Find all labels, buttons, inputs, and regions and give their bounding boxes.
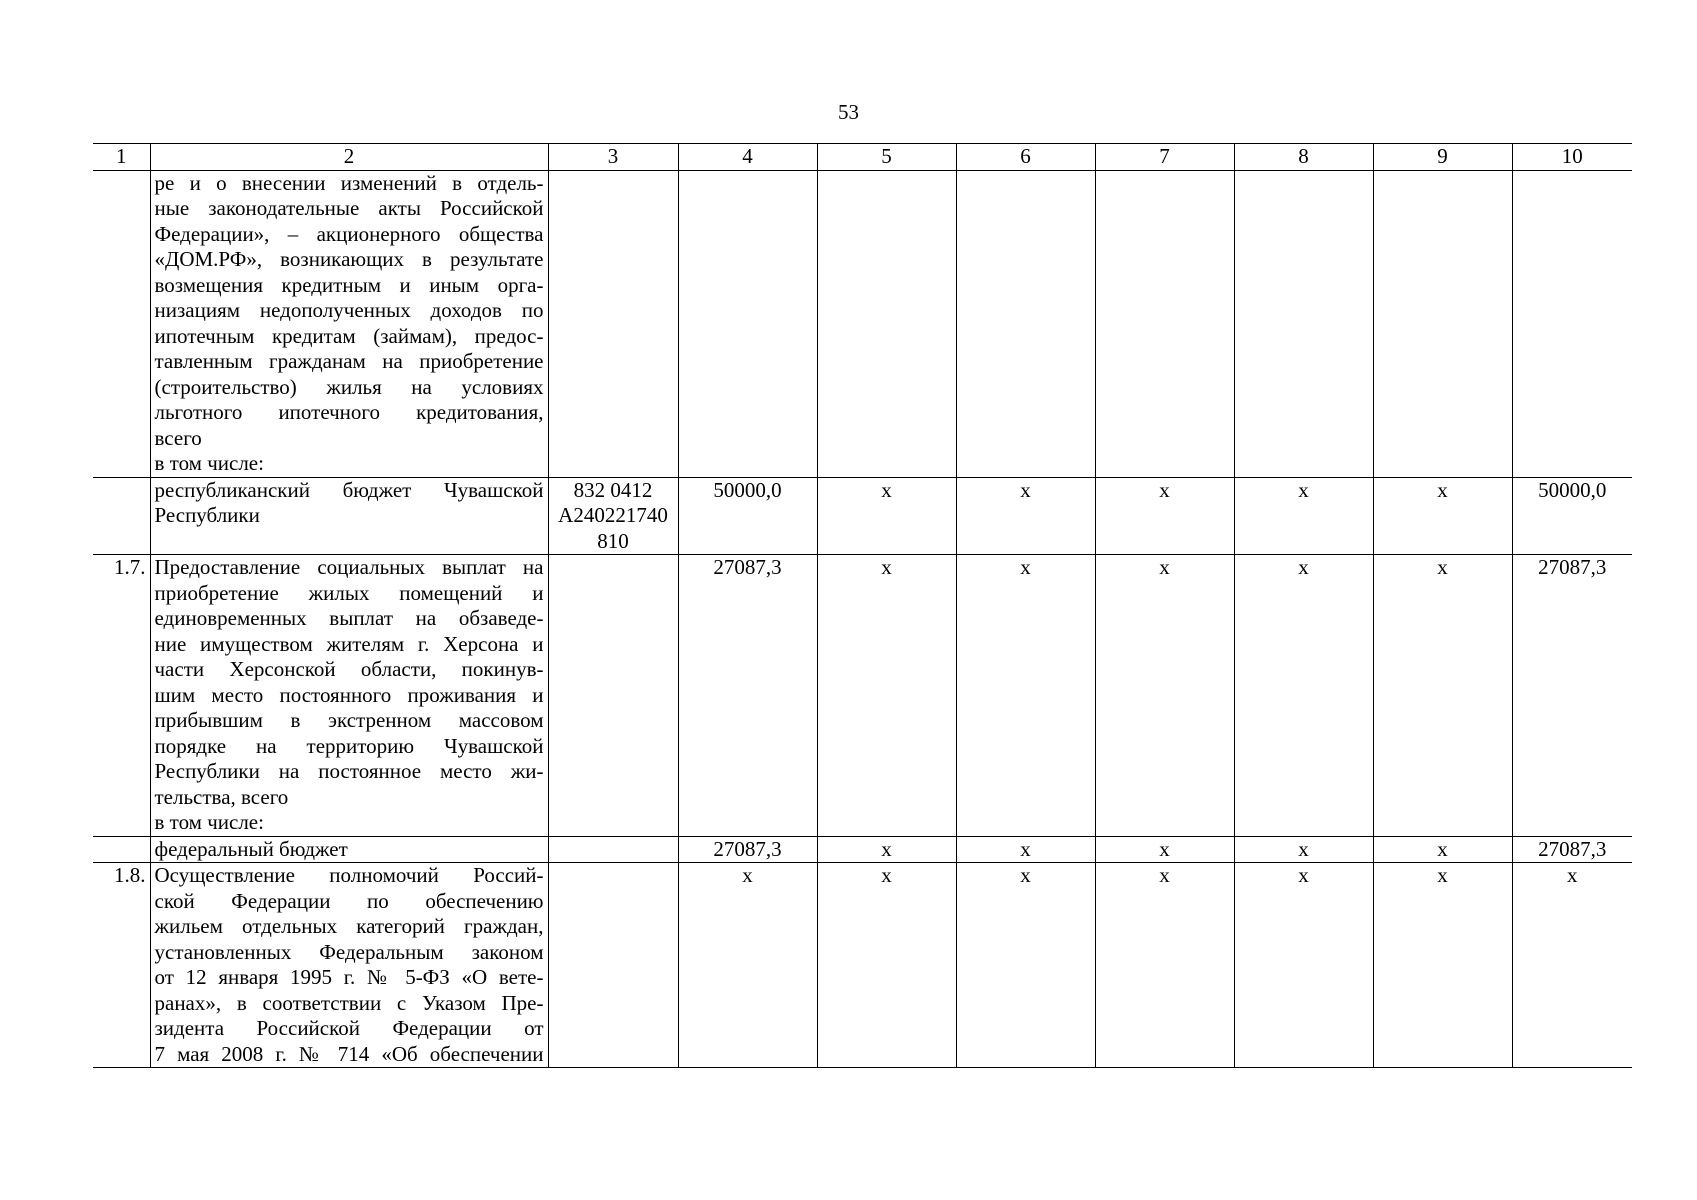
description-line: тавленным гражданам на приобретение xyxy=(154,349,544,373)
value-cell: x xyxy=(1095,836,1234,863)
description-line: части Херсонской области, покинув- xyxy=(154,657,544,681)
row-description xyxy=(150,170,548,477)
column-header: 2 xyxy=(150,144,548,171)
program-table xyxy=(93,143,1632,1068)
row-number xyxy=(93,170,150,477)
description-line: Республики xyxy=(154,503,260,527)
value-cell: x xyxy=(1373,836,1512,863)
description-line: жильем отдельных категорий граждан, xyxy=(154,914,544,938)
description-line: приобретение жилых помещений и xyxy=(154,580,544,605)
value-cell: x xyxy=(817,863,956,1068)
description-line: зидента Российской Федерации от xyxy=(154,1016,544,1040)
description-line: тельства, всего xyxy=(154,784,289,809)
description-line: в том числе: xyxy=(154,810,264,834)
value-cell: x xyxy=(817,555,956,837)
budget-code-line: А240221740 xyxy=(558,503,668,527)
budget-code-line: 832 0412 xyxy=(573,477,653,502)
column-header: 4 xyxy=(678,144,817,171)
row-number: 1.8. xyxy=(93,863,150,1068)
column-header: 1 xyxy=(93,144,150,171)
description-line: Предоставление социальных выплат на xyxy=(154,555,544,579)
value-cell: 27087,3 xyxy=(678,555,817,837)
value-cell: x xyxy=(1095,477,1234,555)
value-cell: x xyxy=(817,836,956,863)
description-line: республиканский бюджет Чувашской xyxy=(154,477,544,502)
description-line: прибывшим в экстренном массовом xyxy=(154,708,544,732)
description-line: Республики на постоянное место жи- xyxy=(154,759,544,783)
budget-code xyxy=(548,477,678,555)
value-cell: x xyxy=(817,477,956,555)
value-cell: x xyxy=(1234,836,1373,863)
column-header: 3 xyxy=(548,144,678,171)
column-header: 9 xyxy=(1373,144,1512,171)
description-line: льготного ипотечного кредитования, xyxy=(154,400,544,424)
description-line: ние имуществом жителям г. Херсона и xyxy=(154,631,544,656)
value-cell: x xyxy=(1234,477,1373,555)
column-header: 7 xyxy=(1095,144,1234,171)
budget-code-line: 810 xyxy=(597,528,629,553)
description-line: «ДОМ.РФ», возникающих в результате xyxy=(154,247,544,271)
description-line: ранах», в соответствии с Указом Пре- xyxy=(154,990,544,1015)
value-cell: x xyxy=(956,477,1095,555)
description-line: возмещения кредитным и иным орга- xyxy=(154,272,544,297)
description-line: ре и о внесении изменений в отдель- xyxy=(154,170,544,195)
row-number: 1.7. xyxy=(93,555,150,837)
value-cell: 27087,3 xyxy=(678,836,817,863)
column-number-row xyxy=(93,144,1632,171)
table-row-federal-budget xyxy=(93,836,1632,863)
row-description xyxy=(150,863,548,1068)
description-line: Федерации», – акционерного общества xyxy=(154,221,544,246)
description-line: установленных Федеральным законом xyxy=(154,939,544,964)
description-line: ипотечным кредитам (займам), предос- xyxy=(154,323,544,348)
table-row-1-8 xyxy=(93,863,1632,1068)
column-header: 10 xyxy=(1512,144,1632,171)
row-description: федеральный бюджет xyxy=(150,836,548,863)
column-header: 8 xyxy=(1234,144,1373,171)
row-description xyxy=(150,477,548,555)
table-row-continuation xyxy=(93,170,1632,477)
value-cell: x xyxy=(678,863,817,1068)
value-cell: x xyxy=(1373,477,1512,555)
table-row-1-7 xyxy=(93,555,1632,837)
description-line: ской Федерации по обеспечению xyxy=(154,888,544,913)
page-number: 53 xyxy=(838,100,859,124)
description-line: (строительство) жилья на условиях xyxy=(154,374,544,399)
column-header: 5 xyxy=(817,144,956,171)
value-cell: 50000,0 xyxy=(1512,477,1632,555)
value-cell: 27087,3 xyxy=(1512,555,1632,837)
value-cell: x xyxy=(1373,863,1512,1068)
row-description xyxy=(150,555,548,837)
table-row-republican-budget xyxy=(93,477,1632,555)
value-cell: 27087,3 xyxy=(1512,836,1632,863)
value-cell: x xyxy=(1234,555,1373,837)
description-line: порядке на территорию Чувашской xyxy=(154,733,544,758)
value-cell: x xyxy=(956,555,1095,837)
column-header: 6 xyxy=(956,144,1095,171)
value-cell: x xyxy=(1373,555,1512,837)
description-line: Осуществление полномочий Россий- xyxy=(154,863,544,887)
value-cell: x xyxy=(1512,863,1632,1068)
value-cell: x xyxy=(956,836,1095,863)
value-cell: x xyxy=(956,863,1095,1068)
value-cell: 50000,0 xyxy=(678,477,817,555)
description-line: единовременных выплат на обзаведе- xyxy=(154,606,544,630)
description-line: в том числе: xyxy=(154,451,264,475)
description-line: ные законодательные акты Российской xyxy=(154,196,544,220)
description-line: всего xyxy=(154,425,202,450)
description-line: 7 мая 2008 г. № 714 «Об обеспечении xyxy=(154,1041,544,1066)
value-cell: x xyxy=(1234,863,1373,1068)
value-cell: x xyxy=(1095,863,1234,1068)
description-line: низациям недополученных доходов по xyxy=(154,298,544,322)
description-line: от 12 января 1995 г. № 5-ФЗ «О вете- xyxy=(154,965,544,989)
description-line: шим место постоянного проживания и xyxy=(154,682,544,707)
value-cell: x xyxy=(1095,555,1234,837)
